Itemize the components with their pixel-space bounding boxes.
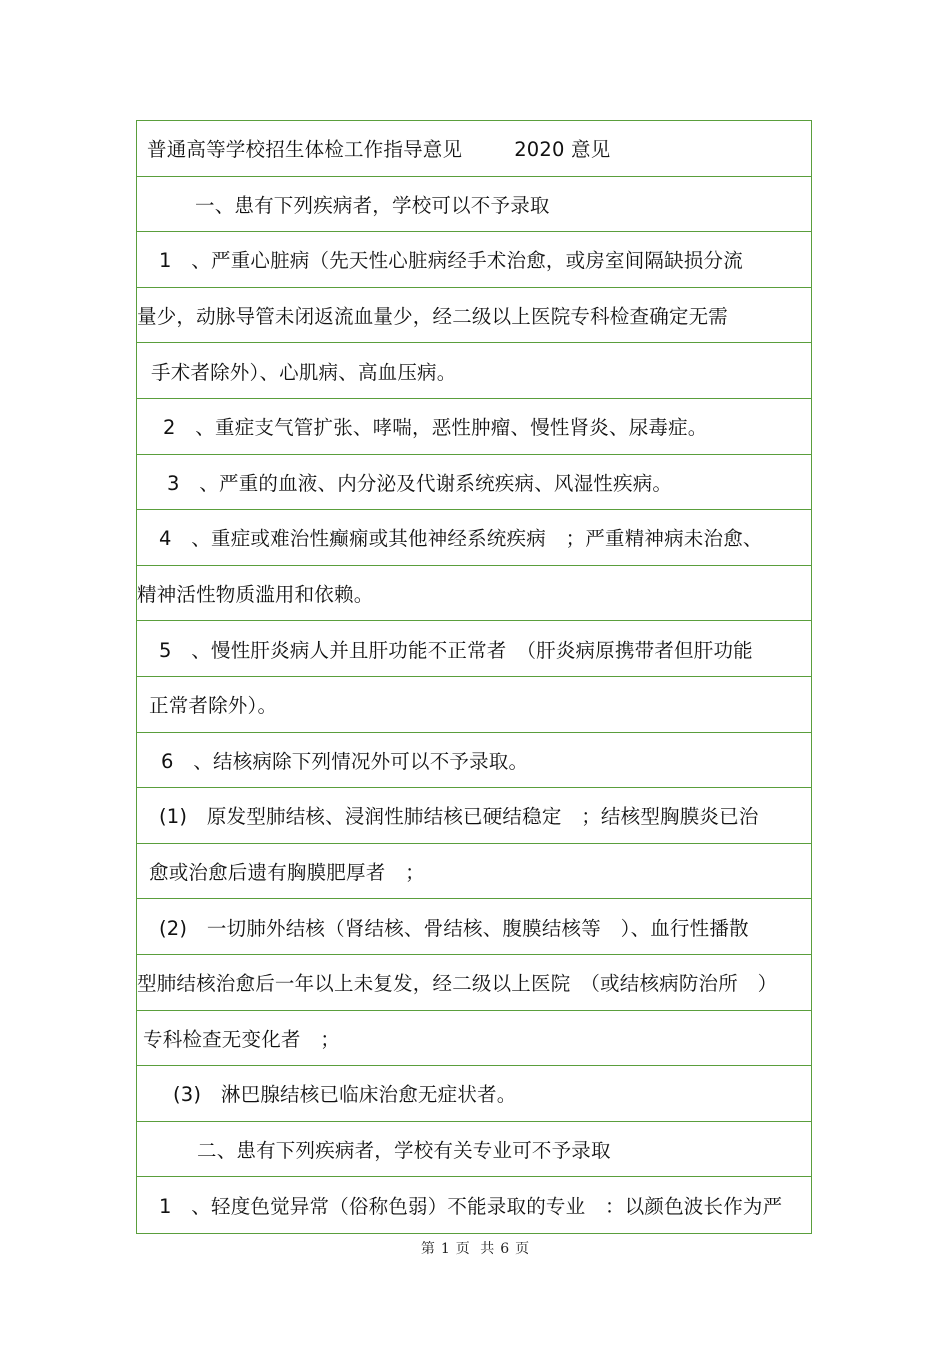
row-text: 5 、慢性肝炎病人并且肝功能不正常者 （肝炎病原携带者但肝功能 <box>159 638 753 662</box>
row-text: 精神活性物质滥用和依赖。 <box>137 583 374 607</box>
table-row <box>137 455 811 511</box>
row-text: 4 、重症或难治性癫痫或其他神经系统疾病 ；严重精神病未治愈、 <box>159 527 763 551</box>
table-row <box>137 955 811 1011</box>
section-heading: 二、患有下列疾病者，学校有关专业可不予录取 <box>197 1138 611 1162</box>
page-total: 6 <box>500 1241 510 1257</box>
page-number: 1 <box>440 1241 450 1257</box>
row-text: 正常者除外）。 <box>149 694 278 718</box>
document-title: 普通高等学校招生体检工作指导意见 <box>147 138 463 162</box>
table-row <box>137 1122 811 1178</box>
row-text: 3 、严重的血液、内分泌及代谢系统疾病、风湿性疾病。 <box>167 471 673 495</box>
table-row <box>137 566 811 622</box>
table-row <box>137 1066 811 1122</box>
row-text: (1) 原发型肺结核、浸润性肺结核已硬结稳定 ；结核型胸膜炎已治 <box>159 805 759 829</box>
row-text: 型肺结核治愈后一年以上未复发，经二级以上医院 （或结核病防治所 ） <box>137 972 778 996</box>
table-row <box>137 399 811 455</box>
document-table <box>136 120 812 1234</box>
table-row <box>137 844 811 900</box>
row-text: 2 、重症支气管扩张、哮喘，恶性肿瘤、慢性肾炎、尿毒症。 <box>163 416 708 440</box>
table-row <box>137 343 811 399</box>
row-text: 手术者除外）、心肌病、高血压病。 <box>151 360 457 384</box>
page-footer <box>0 1238 950 1258</box>
table-row <box>137 510 811 566</box>
section-heading: 一、患有下列疾病者，学校可以不予录取 <box>195 193 550 217</box>
table-row <box>137 288 811 344</box>
table-row <box>137 899 811 955</box>
row-text: (3) 淋巴腺结核已临床治愈无症状者。 <box>173 1083 517 1107</box>
row-text: 1 、严重心脏病（先天性心脏病经手术治愈，或房室间隔缺损分流 <box>159 249 743 273</box>
row-text: (2) 一切肺外结核（肾结核、骨结核、腹膜结核等 ）、血行性播散 <box>159 916 749 940</box>
table-row <box>137 1011 811 1067</box>
footer-middle: 页 共 <box>455 1241 495 1257</box>
table-row <box>137 733 811 789</box>
row-text: 专科检查无变化者 ； <box>143 1027 341 1051</box>
table-row <box>137 677 811 733</box>
row-text: 愈或治愈后遗有胸膜肥厚者 ； <box>149 861 425 885</box>
row-text: 量少，动脉导管未闭返流血量少，经二级以上医院专科检查确定无需 <box>137 305 729 329</box>
row-text: 6 、结核病除下列情况外可以不予录取。 <box>161 749 529 773</box>
table-row <box>137 232 811 288</box>
footer-suffix: 页 <box>515 1241 530 1257</box>
row-text: 1 、轻度色觉异常（俗称色弱）不能录取的专业 ：以颜色波长作为严 <box>159 1195 783 1219</box>
document-year: 2020 意见 <box>514 138 611 162</box>
table-row <box>137 1177 811 1233</box>
table-row <box>137 621 811 677</box>
table-row <box>137 177 811 233</box>
footer-prefix: 第 <box>420 1241 435 1257</box>
title-row <box>137 121 811 177</box>
table-row <box>137 788 811 844</box>
